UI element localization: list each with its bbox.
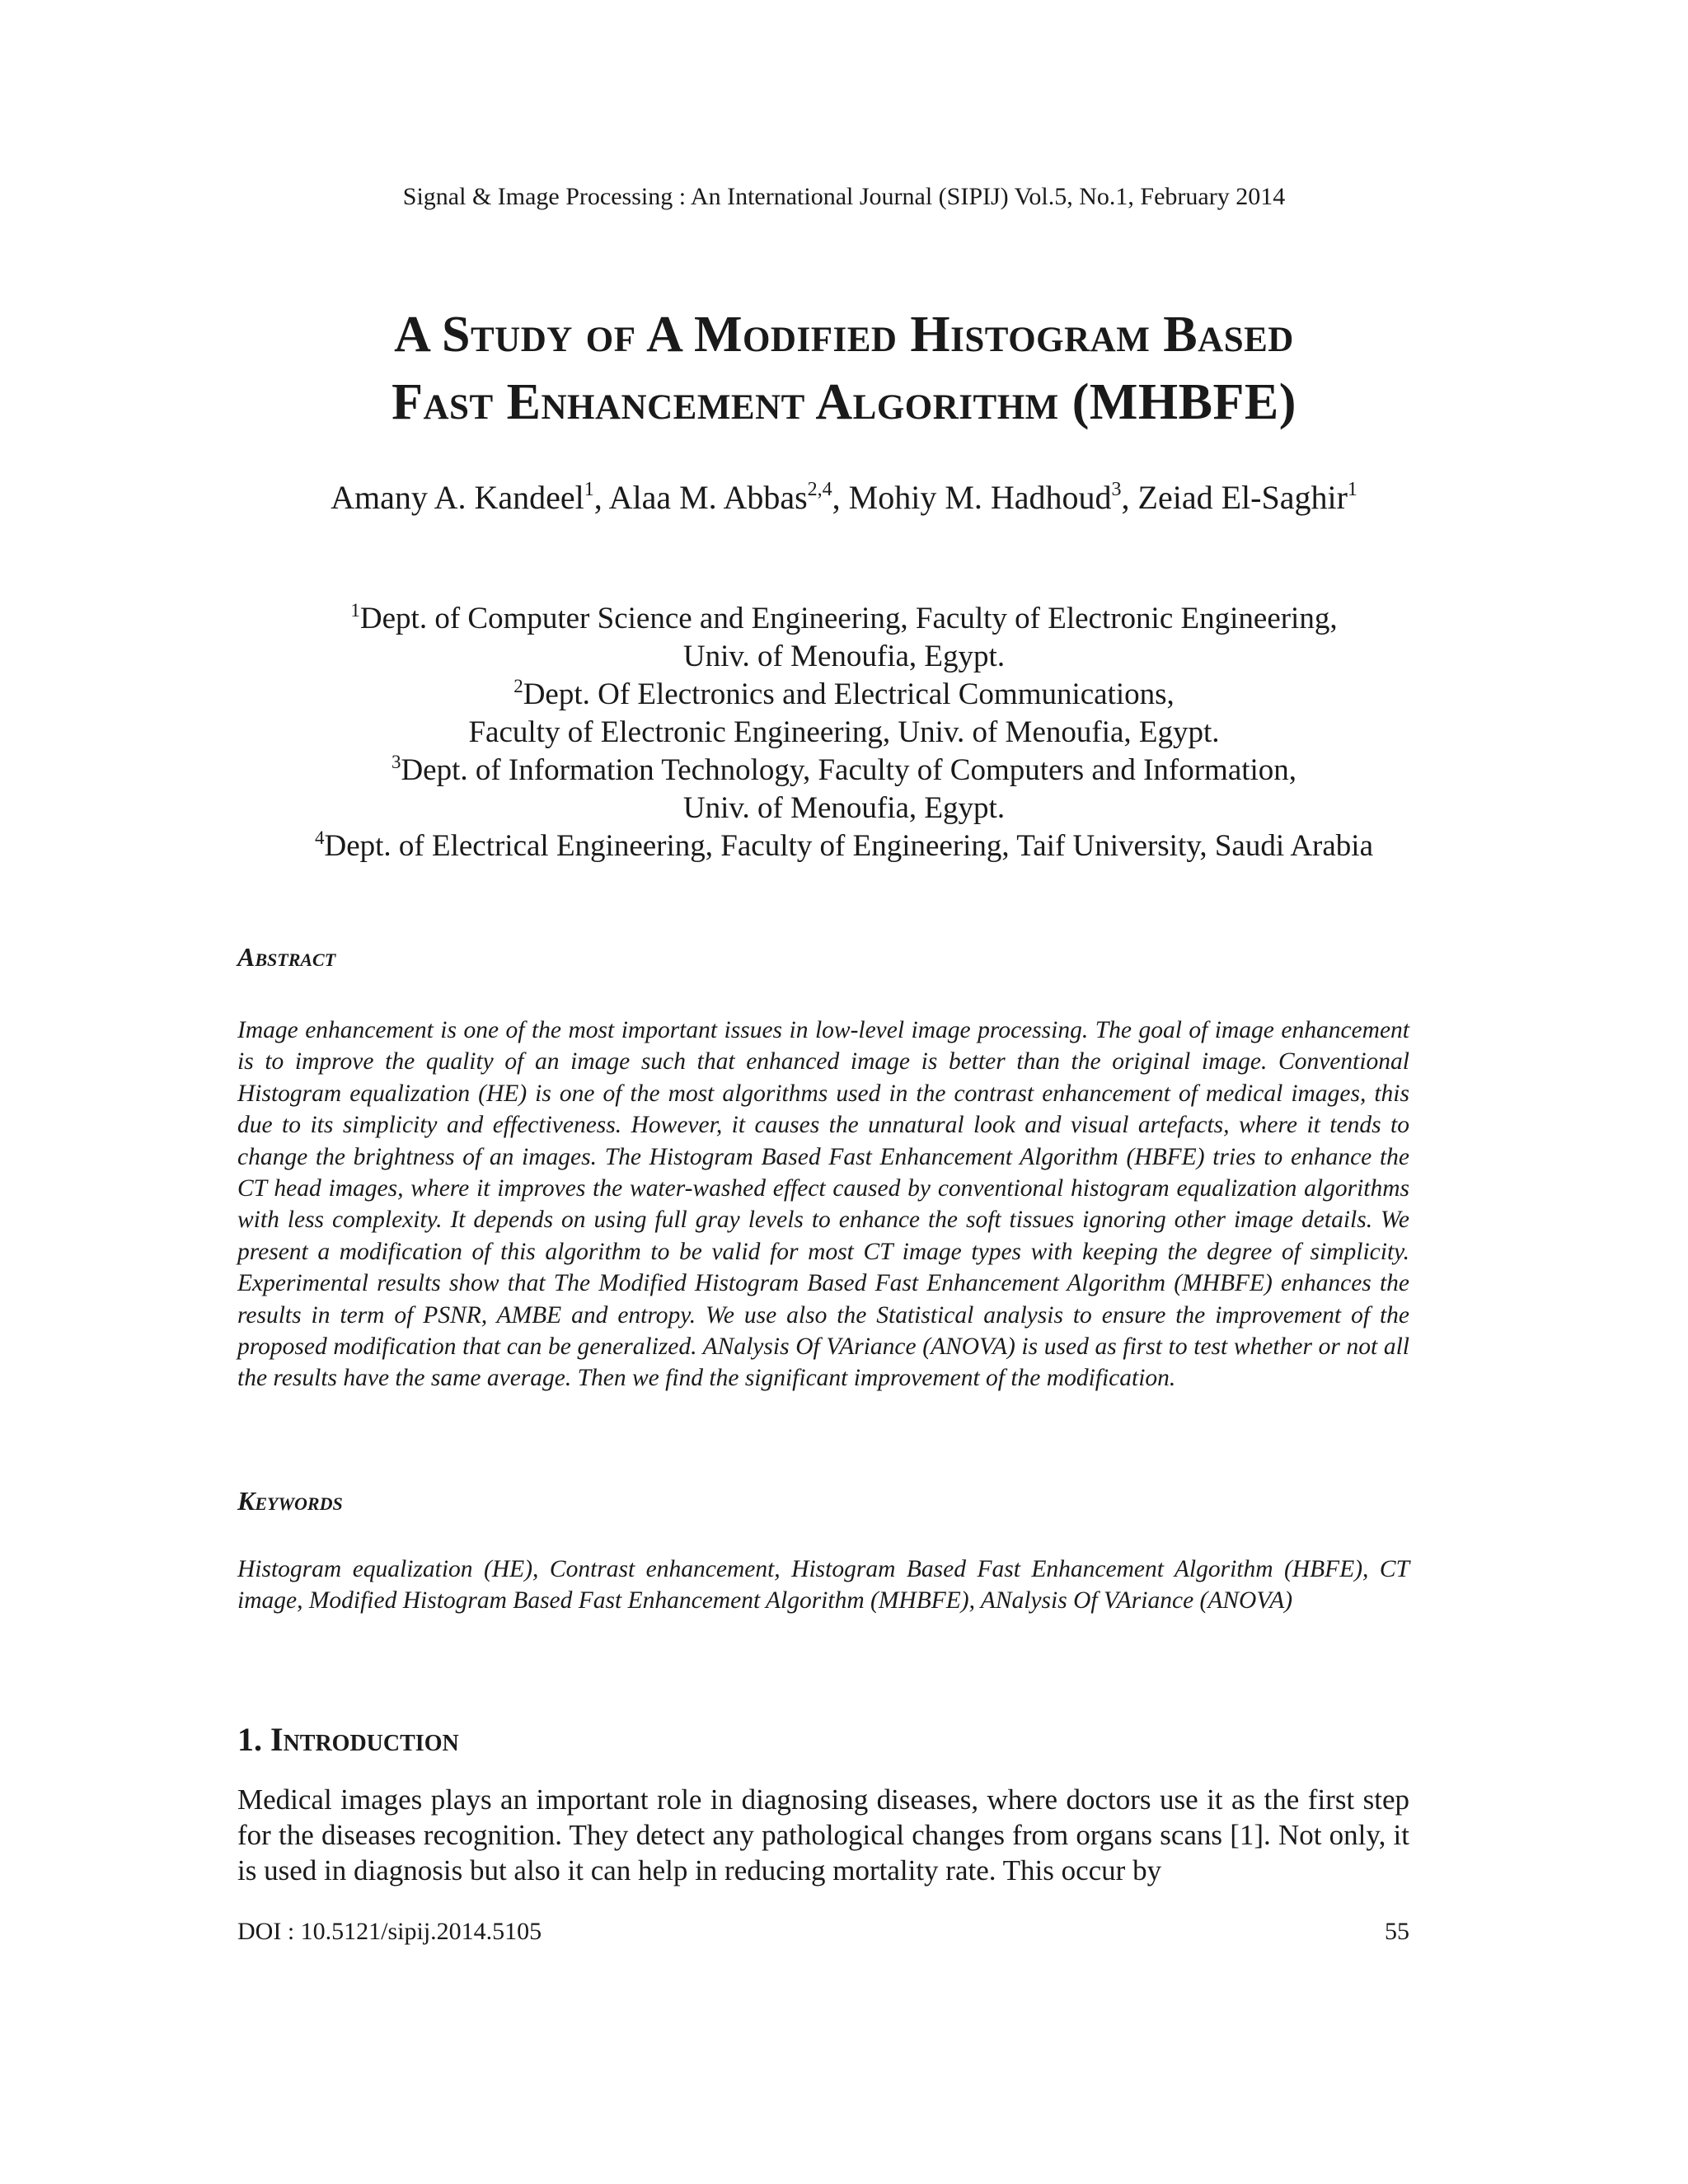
keywords-text: Histogram equalization (HE), Contrast enhancement, Histogram Based Fast Enhancement Algorithm (HBFE), CT image, Modified Histogram Based Fast Enhancement Algorithm (MHBFE), ANalysis Of VAriance (ANOVA) [237,1556,1409,1615]
title-line-1: A Study of A Modified Histogram Based [394,307,1294,363]
running-header: Signal & Image Processing : An International Journal (SIPIJ) Vol.5, No.1, February 2014 [402,183,1286,210]
author-separator: , [593,479,609,516]
keywords-heading: Keywords [237,1486,343,1516]
author-name: Mohiy M. Hadhoud [848,479,1112,516]
author-affiliation-mark: 2,4 [807,479,832,500]
affiliation-text: Dept. of Electrical Engineering, Faculty of Engineering, Taif University, Saudi Arabia [324,829,1373,863]
abstract-text: Image enhancement is one of the most important issues in low-level image processing. The goal of image enhancement is to improve the quality of an image such that enhanced image is better than the original image. Conventional Histogram equalization (HE) is one of the most algorithms used in the contrast enhancement of medical images, this due to its simplicity and effectiveness. However, it causes the unnatural look and visual artefacts, where it tends to change the brightness of an images. The Histogram Based Fast Enhancement Algorithm (HBFE) tries to enhance the CT head images, where it improves the water-washed effect caused by conventional histogram equalization algorithms with less complexity. It depends on using full gray levels to enhance the soft tissues ignoring other image details. We present a modification of this algorithm to be valid for most CT image types with keeping the degree of simplicity. Experimental results show that The Modified Histogram Based Fast Enhancement Algorithm (MHBFE) enhances the results in term of PSNR, AMBE and entropy. We use also the Statistical analysis to ensure the improvement of the proposed modification that can be generalized. ANalysis Of VAriance (ANOVA) is used as first to test whether or not all the results have the same average. Then we find the significant improvement of the modification. [237,1017,1409,1392]
affiliation-3 [0,752,1688,790]
affiliation-mark: 1 [350,600,360,621]
affiliation-text: Dept. of Computer Science and Engineering, Faculty of Electronic Engineering, [359,602,1338,635]
page-number: 55 [1385,1918,1409,1945]
author-name: Zeiad El-Saghir [1137,479,1348,516]
affiliation-1-cont: Univ. of Menoufia, Egypt. [682,640,1006,673]
author-name: Amany A. Kandeel [331,479,584,516]
introduction-heading: 1. Introduction [237,1721,459,1758]
author-affiliation-mark: 3 [1111,479,1122,500]
author-list [0,478,1688,517]
affiliation-2 [0,676,1688,714]
paper-title [0,301,1688,436]
author-name: Alaa M. Abbas [608,479,808,516]
introduction-text: Medical images plays an important role in diagnosing diseases, where doctors use it as the first step for the diseases recognition. They detect any pathological changes from organs scans [1]. Not only, it is used in diagnosis but also it can help in reducing mortality rate. This occur by [237,1783,1409,1886]
author-affiliation-mark: 1 [584,479,594,500]
affiliation-4 [0,827,1688,865]
affiliation-1 [0,600,1688,638]
affiliation-text: Dept. Of Electronics and Electrical Communications, [523,677,1175,711]
affiliation-mark: 2 [513,676,523,696]
affiliation-3-cont: Univ. of Menoufia, Egypt. [682,791,1006,825]
author-affiliation-mark: 1 [1347,479,1357,500]
author-separator: , [832,479,849,516]
title-line-2: Fast Enhancement Algorithm (MHBFE) [392,374,1296,430]
affiliations [0,600,1688,865]
affiliation-text: Dept. of Information Technology, Faculty of Computers and Information, [401,753,1297,787]
affiliation-mark: 3 [391,752,401,772]
abstract-heading: Abstract [237,942,336,972]
affiliation-2-cont: Faculty of Electronic Engineering, Univ. of Menoufia, Egypt. [468,715,1220,749]
footer-doi: DOI : 10.5121/sipij.2014.5105 [237,1918,542,1945]
affiliation-mark: 4 [314,827,325,848]
author-separator: , [1121,479,1138,516]
